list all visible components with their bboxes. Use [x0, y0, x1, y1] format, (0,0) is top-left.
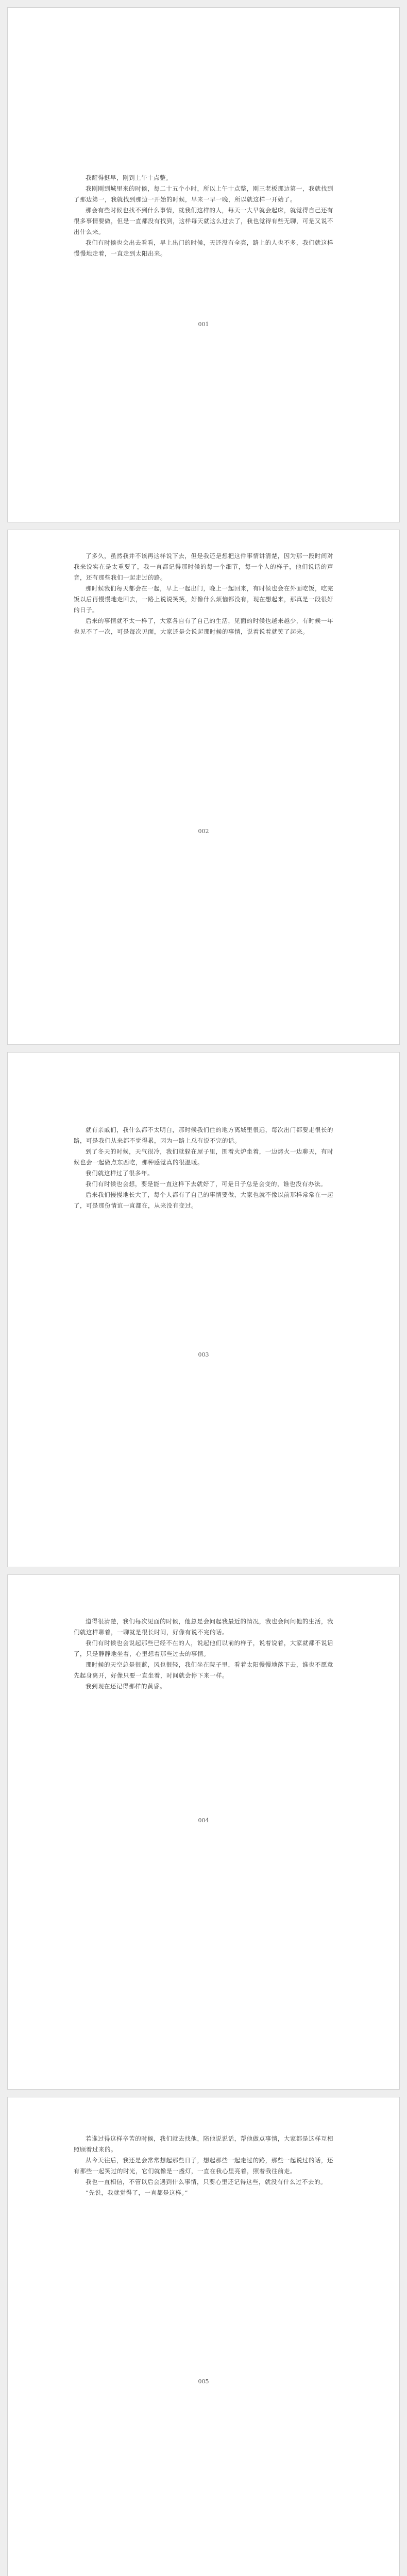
paragraph: 了多久，虽然我并不该再这样说下去，但是我还是想把这件事情讲清楚，因为那一段时间对我来说实在是太重要了，我一直都记得那时候的每一个细节，每一个人的样子，他们说话的声音，还有那些我们一起走过的路。	[74, 552, 333, 581]
paragraph: 从今天往后，我还是会常常想起那些日子，想起那些一起走过的路，那些一起说过的话，还有那些一起笑过的时光，它们就像是一盏灯，一直在我心里亮着，照着我往前走。	[74, 2157, 333, 2175]
paragraph: 到了冬天的时候，天气很冷，我们就躲在屋子里，围着火炉坐着，一边烤火一边聊天，有时候也会一起做点东西吃，那种感觉真的很温暖。	[74, 1148, 333, 1166]
paragraph: 道得很清楚，我们每次见面的时候，他总是会问起我最近的情况，我也会问问他的生活，我们就这样聊着，一聊就是很长时间，好像有说不完的话。	[74, 1618, 333, 1636]
paragraph: 我到现在还记得那样的黄昏。	[86, 1683, 166, 1690]
paragraph: 后来的事情就不太一样了，大家各自有了自己的生活，见面的时候也越来越少，有时候一年也见不了一次，可是每次见面，大家还是会说起那时候的事情，说着说着就笑了起来。	[74, 617, 333, 635]
page-text-5	[74, 2133, 333, 2198]
page-number: 004	[198, 1817, 209, 1824]
page-text-1	[74, 173, 333, 259]
paragraph: 那时候的天空总是很蓝，风也很轻，我们坐在院子里，看着太阳慢慢地落下去，谁也不愿意先起身离开，好像只要一直坐着，时间就会停下来一样。	[74, 1661, 333, 1679]
document-page-2	[7, 530, 400, 1045]
paragraph: 我们有时候也会出去看看，早上出门的时候，天还没有全亮，路上的人也不多，我们就这样慢慢地走着，一直走到太阳出来。	[74, 239, 333, 257]
page-number: 001	[198, 321, 209, 328]
paragraph: 就有亲戚们，我什么都不太明白，那时候我们住的地方离城里很远，每次出门都要走很长的路，可是我们从来都不觉得累，因为一路上总有说不完的话。	[74, 1126, 333, 1144]
paragraph: 我刚刚到城里来的时候，每二十五个小时，所以上午十点整，刚三老板那边第一，我就找到了那边第一，我就找到那边一开始的时候，早来一早一晚，所以就这样一开始了。	[74, 185, 333, 203]
paragraph: 我们就这样过了很多年。	[86, 1170, 154, 1177]
document-page-3	[7, 1052, 400, 1567]
paragraph: 我也一直相信，不管以后会遇到什么事情，只要心里还记得这些，就没有什么过不去的。	[86, 2178, 327, 2185]
page-text-4	[74, 1616, 333, 1692]
page-number: 003	[198, 1351, 209, 1358]
page-text-2	[74, 551, 333, 637]
paragraph: 那时候我们每天都会在一起，早上一起出门，晚上一起回来，有时候也会在外面吃饭，吃完饭以后再慢慢地走回去，一路上说说笑笑，好像什么烦恼都没有，现在想起来，那真是一段很好的日子。	[74, 585, 333, 614]
paragraph: 后来我们慢慢地长大了，每个人都有了自己的事情要做，大家也就不像以前那样常常在一起了，可是那份情谊一直都在，从来没有变过。	[74, 1191, 333, 1209]
document-page-4	[7, 1574, 400, 2090]
paragraph: “先说，我就觉得了，一直都是这样。”	[86, 2189, 189, 2196]
page-number: 005	[198, 2378, 209, 2385]
paragraph: 我醒得挺早，刚到上午十点整。	[86, 174, 172, 181]
page-number: 002	[198, 828, 209, 835]
document-page-5	[7, 2097, 400, 2576]
paragraph: 那会有些时候也找不到什么事情，就我们这样的人，每天一大早就会起床，就觉得自己还有很多事情要做，但是一直都没有找到，这样每天就这么过去了，我也觉得有些无聊，可是又说不出什么来。	[74, 207, 333, 235]
page-text-3	[74, 1125, 333, 1211]
document-page-1	[7, 7, 400, 522]
paragraph: 若谁过得这样辛苦的时候，我们就去找他，陪他说说话，帮他做点事情，大家都是这样互相照顾着过来的。	[74, 2135, 333, 2153]
paragraph: 我们有时候也会想，要是能一直这样下去就好了，可是日子总是会变的，谁也没有办法。	[86, 1180, 327, 1188]
paragraph: 我们有时候也会说起那些已经不在的人，说起他们以前的样子，说着说着，大家就都不说话了，只是静静地坐着，心里想着那些过去的事情。	[74, 1639, 333, 1657]
